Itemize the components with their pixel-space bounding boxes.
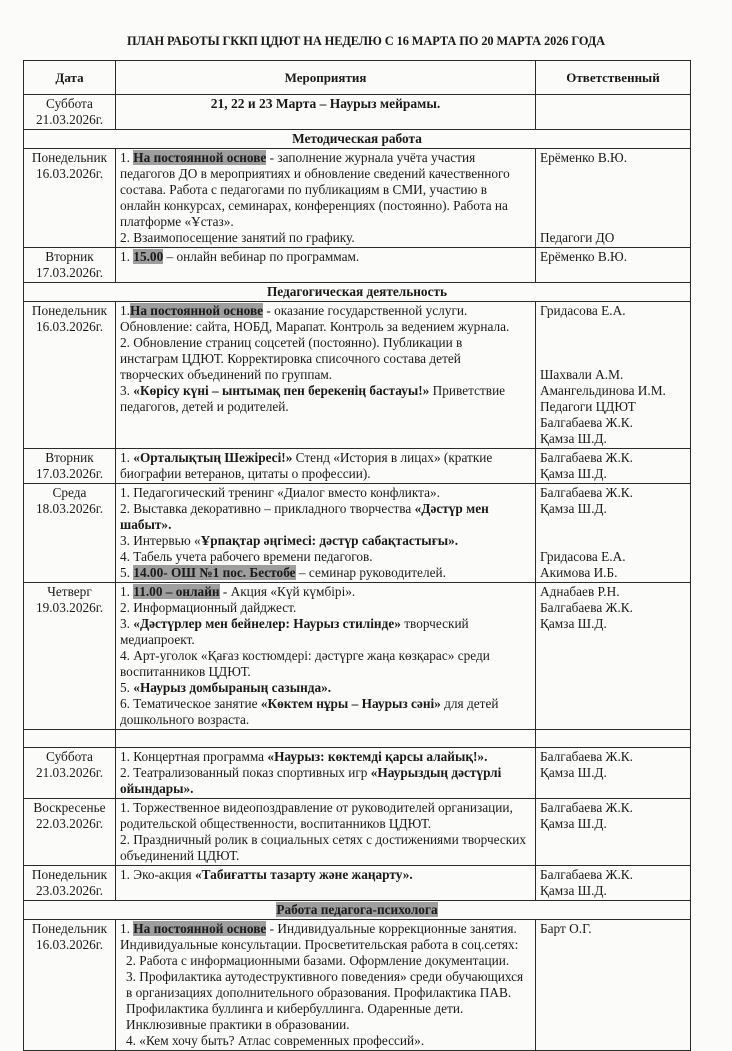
table-row — [24, 149, 691, 248]
event-cell — [116, 748, 536, 799]
table-row — [24, 799, 691, 866]
event-text: 3. — [120, 383, 134, 398]
event-line — [120, 648, 531, 664]
day-name: Среда — [52, 485, 87, 500]
event-text: 5. — [120, 565, 134, 580]
event-line — [120, 800, 531, 816]
table-row — [24, 920, 691, 1051]
event-text: 2. Обновление страниц соцсетей (постоянно). Публикации в — [120, 335, 463, 350]
event-cell — [116, 799, 536, 866]
event-line — [120, 749, 531, 765]
event-line — [120, 549, 531, 565]
event-text: творческий — [400, 616, 469, 631]
spacer — [540, 166, 686, 182]
date-cell — [24, 149, 116, 248]
event-text: 4. Арт-уголок «Қағаз костюмдері: дәстүрге жаңа көзқарас» среди — [120, 648, 490, 663]
empty-row — [24, 730, 691, 748]
event-cell — [116, 484, 536, 583]
date-cell — [24, 248, 116, 283]
event-cell — [116, 149, 536, 248]
event-line — [120, 303, 531, 319]
event-text: воспитанников ЦДЮТ. — [120, 664, 251, 679]
date-cell — [24, 920, 116, 1051]
responsible-person: Ерёменко В.Ю. — [540, 150, 628, 165]
event-line — [120, 450, 531, 466]
responsible-person: Гридасова Е.А. — [540, 303, 626, 318]
event-text: 2. Выставка декоративно – прикладного творчества — [120, 501, 415, 516]
highlighted-text: На постоянной основе — [129, 303, 264, 318]
event-text: 1. — [120, 584, 134, 599]
event-cell — [116, 583, 536, 730]
bold-text: «Табиғатты тазарту және жаңарту». — [194, 867, 413, 882]
responsible-person: Балгабаева Ж.К. — [540, 485, 633, 500]
event-text: 1. Эко-акция — [120, 867, 195, 882]
day-name: Понедельник — [31, 921, 108, 936]
spacer — [540, 319, 686, 335]
responsible-person: Педагоги ЦДЮТ — [540, 399, 636, 414]
date-cell — [24, 95, 116, 130]
event-text: 3. — [120, 616, 134, 631]
event-line — [120, 867, 531, 883]
highlighted-text: На постоянной основе — [133, 921, 267, 936]
responsible-person: Аднабаев Р.Н. — [540, 584, 620, 599]
spacer — [540, 351, 686, 367]
event-text: – онлайн вебинар по программам. — [163, 249, 360, 264]
event-line — [120, 969, 531, 985]
bold-text: «Орталықтың Шежіресі!» — [133, 450, 293, 465]
event-line — [120, 501, 531, 517]
responsible-person: Балгабаева Ж.К. — [540, 749, 633, 764]
table-row — [24, 449, 691, 484]
event-text: онлайн конкурсах, семинарах, конференциях (постоянно). Работа на — [120, 198, 508, 213]
day-name: Воскресенье — [33, 800, 106, 815]
table-header-row — [24, 61, 691, 95]
responsible-cell — [536, 730, 691, 748]
event-text: 2. Театрализованный показ спортивных игр — [120, 765, 371, 780]
event-text: 1. Концертная программа — [120, 749, 268, 764]
date-cell — [24, 583, 116, 730]
bold-text: «Көрісу күні – ынтымақ пен берекенің бастауы!» — [133, 383, 430, 398]
event-text: 6. Тематическое занятие — [120, 696, 261, 711]
day-name: Четверг — [47, 584, 92, 599]
event-line — [120, 1033, 531, 1049]
responsible-person: Балгабаева Ж.К. — [540, 600, 633, 615]
event-line — [120, 466, 531, 482]
event-line — [120, 565, 531, 581]
event-text: творческих объединений по группам. — [120, 367, 333, 382]
event-line — [120, 351, 531, 367]
date-value: 18.03.2026г. — [35, 501, 104, 516]
spacer — [540, 198, 686, 214]
responsible-person: Гридасова Е.А. — [540, 549, 626, 564]
document-title: ПЛАН РАБОТЫ ГККП ЦДЮТ НА НЕДЕЛЮ С 16 МАРТА ПО 20 МАРТА 2026 ГОДА — [126, 34, 606, 48]
event-text: 5. — [120, 680, 134, 695]
bold-text: «Наурыз домбыраның сазында». — [133, 680, 332, 695]
event-text: Приветствие — [429, 383, 506, 398]
spacer — [540, 335, 686, 351]
event-text: 4. «Кем хочу быть? Атлас современных профессий». — [126, 1033, 425, 1048]
date-value: 21.03.2026г. — [35, 765, 104, 780]
event-line — [120, 214, 531, 230]
section-title: Работа педагога-психолога — [276, 902, 438, 917]
responsible-person: Қамза Ш.Д. — [540, 466, 607, 481]
date-value: 22.03.2026г. — [35, 816, 104, 831]
table-row — [24, 248, 691, 283]
event-text: - Индивидуальные коррекционные занятия. — [266, 921, 517, 936]
event-line — [120, 632, 531, 648]
spacer — [540, 533, 686, 549]
date-cell — [24, 730, 116, 748]
event-line — [120, 198, 531, 214]
section-title: Педагогическая деятельность — [266, 284, 448, 299]
spacer — [540, 517, 686, 533]
event-line — [120, 230, 531, 246]
bold-text: шабыт». — [120, 517, 172, 532]
event-line — [120, 166, 531, 182]
event-line — [120, 921, 531, 937]
table-row — [24, 748, 691, 799]
event-cell — [116, 248, 536, 283]
event-text: биографии ветеранов, цитаты о профессии). — [120, 466, 371, 481]
event-text: объединений ЦДЮТ. — [120, 848, 240, 863]
responsible-cell — [536, 866, 691, 901]
event-text: 4. Табель учета рабочего времени педагогов. — [120, 549, 373, 564]
event-cell — [116, 730, 536, 748]
event-text: 2. Работа с информационными базами. Оформление документации. — [126, 953, 510, 968]
responsible-cell — [536, 799, 691, 866]
bold-text: Ұрпақтар әңгімесі: дәстүр сабақтастығы». — [200, 533, 459, 548]
event-text: Инклюзивные практики в образовании. — [126, 1017, 350, 1032]
event-text: – семинар руководителей. — [295, 565, 446, 580]
bold-text: ойындары». — [120, 781, 194, 796]
responsible-person: Амангельдинова И.М. — [540, 383, 666, 398]
event-line — [120, 664, 531, 680]
day-name: Вторник — [45, 450, 94, 465]
section-header-row — [24, 901, 691, 920]
event-line — [120, 985, 531, 1001]
event-line — [120, 485, 531, 501]
responsible-person: Акимова И.Б. — [540, 565, 618, 580]
event-text: 3. Интервью « — [120, 533, 201, 548]
responsible-person: Қамза Ш.Д. — [540, 431, 607, 446]
bold-text: «Наурыз: көктемді қарсы алайық!». — [267, 749, 488, 764]
date-value: 23.03.2026г. — [35, 883, 104, 898]
responsible-person: Балгабаева Ж.К. — [540, 867, 633, 882]
event-text: - Акция «Күй күмбірі». — [219, 584, 356, 599]
responsible-cell — [536, 449, 691, 484]
date-value: 16.03.2026г. — [35, 937, 104, 952]
event-line — [120, 953, 531, 969]
day-name: Вторник — [45, 249, 94, 264]
event-text: медиапроект. — [120, 632, 195, 647]
responsible-cell — [536, 920, 691, 1051]
highlighted-text: 11.00 – онлайн — [133, 584, 220, 599]
event-line — [120, 781, 531, 797]
table-body — [24, 95, 691, 1051]
event-line — [120, 680, 531, 696]
day-name: Суббота — [46, 96, 93, 111]
date-value: 17.03.2026г. — [35, 466, 104, 481]
table-row — [24, 866, 691, 901]
day-name: Суббота — [46, 749, 93, 764]
event-line — [120, 150, 531, 166]
section-title-cell — [24, 130, 691, 149]
section-title-cell — [24, 283, 691, 302]
section-title-cell — [24, 901, 691, 920]
event-text: Индивидуальные консультации. Просветительская работа в соц.сетях: — [120, 937, 519, 952]
responsible-cell — [536, 248, 691, 283]
event-text: инстаграм ЦДЮТ. Корректировка списочного состава детей — [120, 351, 461, 366]
header-event: Мероприятия — [116, 61, 536, 95]
event-line — [120, 367, 531, 383]
event-cell — [116, 302, 536, 449]
event-line — [120, 832, 531, 848]
highlighted-text: 15.00 — [133, 249, 164, 264]
holiday-responsible — [536, 95, 691, 130]
event-text: педагогов ДО в мероприятиях и обновление сведений качественного — [120, 166, 510, 181]
responsible-person: Қамза Ш.Д. — [540, 765, 607, 780]
responsible-person: Педагоги ДО — [540, 230, 615, 245]
section-header-row — [24, 130, 691, 149]
event-text: 3. Профилактика аутодеструктивного поведения» среди обучающихся — [126, 969, 524, 984]
event-line — [120, 848, 531, 864]
responsible-person: Балгабаева Ж.К. — [540, 415, 633, 430]
date-cell — [24, 449, 116, 484]
highlighted-text: 14.00- ОШ №1 пос. Бестобе — [133, 565, 296, 580]
event-text: Профилактика буллинга и кибербуллинга. Одаренные дети. — [126, 1001, 464, 1016]
bold-text: «Дәстүр мен — [414, 501, 489, 516]
event-text: - оказание государственной услуги. — [263, 303, 468, 318]
event-line — [120, 533, 531, 549]
event-line — [120, 600, 531, 616]
event-text: 1. — [120, 249, 134, 264]
highlighted-text: На постоянной основе — [133, 150, 267, 165]
event-line — [120, 399, 531, 415]
responsible-cell — [536, 149, 691, 248]
event-line — [120, 383, 531, 399]
spacer — [540, 182, 686, 198]
event-text: для детей — [440, 696, 499, 711]
holiday-row — [24, 95, 691, 130]
day-name: Понедельник — [31, 867, 108, 882]
responsible-person: Қамза Ш.Д. — [540, 883, 607, 898]
weekly-plan-table — [23, 60, 691, 1051]
event-text: платформе «Ұстаз». — [120, 214, 234, 229]
day-name: Понедельник — [31, 150, 108, 165]
event-cell — [116, 866, 536, 901]
responsible-person: Ерёменко В.Ю. — [540, 249, 628, 264]
event-text: 1. — [120, 150, 134, 165]
event-text: состава. Работа с педагогами по публикациям в СМИ, участию в — [120, 182, 488, 197]
event-line — [120, 335, 531, 351]
event-line — [120, 517, 531, 533]
event-line — [120, 765, 531, 781]
event-text: родительской общественности, воспитанников ЦДЮТ. — [120, 816, 432, 831]
event-line — [120, 319, 531, 335]
event-text: 2. Праздничный ролик в социальных сетях с достижениями творческих — [120, 832, 527, 847]
event-text: 1. Педагогический тренинг «Диалог вместо конфликта». — [120, 485, 440, 500]
event-text: - заполнение журнала учёта участия — [266, 150, 476, 165]
section-title: Методическая работа — [292, 131, 422, 146]
day-name: Понедельник — [31, 303, 108, 318]
responsible-cell — [536, 302, 691, 449]
header-date: Дата — [24, 61, 116, 95]
event-text: 2. Информационный дайджест. — [120, 600, 297, 615]
responsible-person: Шахвали А.М. — [540, 367, 624, 382]
date-value: 16.03.2026г. — [35, 166, 104, 181]
responsible-cell — [536, 484, 691, 583]
responsible-person: Қамза Ш.Д. — [540, 616, 607, 631]
event-text: педагогов, детей и родителей. — [120, 399, 289, 414]
event-line — [120, 616, 531, 632]
date-value: 21.03.2026г. — [35, 112, 104, 127]
responsible-person: Қамза Ш.Д. — [540, 816, 607, 831]
table-row — [24, 302, 691, 449]
header-responsible: Ответственный — [536, 61, 691, 95]
event-text: Обновление: сайта, НОБД, Марапат. Контроль за ведением журнала. — [120, 319, 510, 334]
event-line — [120, 182, 531, 198]
date-cell — [24, 302, 116, 449]
date-cell — [24, 484, 116, 583]
event-line — [120, 712, 531, 728]
event-text: в организациях дополнительного образования. Профилактика ПАВ. — [126, 985, 512, 1000]
event-line — [120, 249, 531, 265]
date-value: 19.03.2026г. — [35, 600, 104, 615]
responsible-person: Балгабаева Ж.К. — [540, 450, 633, 465]
responsible-cell — [536, 583, 691, 730]
date-cell — [24, 748, 116, 799]
event-line — [120, 816, 531, 832]
event-text: 2. Взаимопосещение занятий по графику. — [120, 230, 355, 245]
bold-text: «Наурыздың дәстүрлі — [370, 765, 502, 780]
date-value: 16.03.2026г. — [35, 319, 104, 334]
responsible-person: Балгабаева Ж.К. — [540, 800, 633, 815]
event-cell — [116, 920, 536, 1051]
event-text: 1. — [120, 303, 130, 318]
event-text: 1. — [120, 450, 134, 465]
event-line — [120, 937, 531, 953]
responsible-cell — [536, 748, 691, 799]
date-cell — [24, 799, 116, 866]
event-line — [120, 584, 531, 600]
responsible-person: Барт О.Г. — [540, 921, 592, 936]
event-cell — [116, 449, 536, 484]
responsible-person: Қамза Ш.Д. — [540, 501, 607, 516]
event-text: дошкольного возраста. — [120, 712, 250, 727]
date-cell — [24, 866, 116, 901]
spacer — [540, 214, 686, 230]
section-header-row — [24, 283, 691, 302]
event-line — [120, 1017, 531, 1033]
table-row — [24, 583, 691, 730]
event-text: Стенд «История в лицах» (краткие — [292, 450, 493, 465]
date-value: 17.03.2026г. — [35, 265, 104, 280]
event-line — [120, 1001, 531, 1017]
event-line — [120, 696, 531, 712]
bold-text: «Дәстүрлер мен бейнелер: Наурыз стилінде» — [133, 616, 401, 631]
holiday-event: 21, 22 и 23 Марта – Наурыз мейрамы. — [116, 95, 536, 130]
bold-text: «Көктем нұры – Наурыз сәні» — [260, 696, 441, 711]
event-text: 1. Торжественное видеопоздравление от руководителей организации, — [120, 800, 513, 815]
table-row — [24, 484, 691, 583]
event-text: 1. — [120, 921, 134, 936]
